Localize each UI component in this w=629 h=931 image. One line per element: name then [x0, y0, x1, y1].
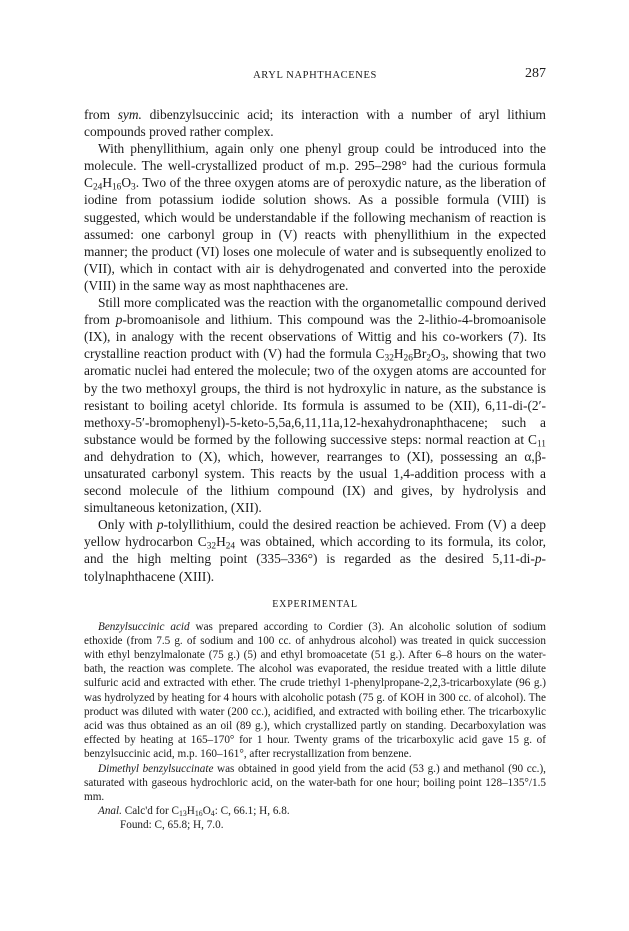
- paragraph: Only with p-tolyllithium, could the desired reaction be achieved. From (V) a deep yellow hydrocarbon $C_{32}H_{24}$ was obtained, which according to its formula, its color, and the high melting point (335–336°) is regarded as the desired 5,11-di-p-tolylnaphthacene (XIII).: [84, 517, 546, 584]
- running-header: [84, 66, 546, 84]
- paragraph: Still more complicated was the reaction with the organometallic compound derived from p-bromoanisole and lithium. This compound was the 2-lithio-4-bromoanisole (IX), in analogy with the recent observations of Wittig and his co-workers (7). Its crystalline reaction product with (V) had the formula $C_{32}H_{26}Br_2O_3$, showing that two aromatic nuclei had entered the molecule; two of the oxygen atoms are accounted for by the two methoxyl groups, the third is not hydroxylic in nature, as the substance is resistant to boiling acetyl chloride. Its formula is assumed to be (XII), 6,11-di-(2′-methoxy-5′-bromophenyl)-5-keto-5,5a,6,11,11a,12-hexahydronaphthacene; such a substance would be formed by the following successive steps: normal reaction at $C_{11}$ and dehydration to (X), which, however, rearranges to (XI), possessing an α,β-unsaturated carbonyl system. This reacts by the usual 1,4-addition process with a second molecule of the lithium compound (IX) and gives, by hydrolysis and simultaneous ketonization, (XII).: [84, 295, 546, 516]
- experimental-text: [84, 620, 546, 833]
- found-line: Found: C, 65.8; H, 7.0.: [120, 819, 224, 832]
- paragraph: Dimethyl benzylsuccinate was obtained in good yield from the acid (53 g.) and methanol (90 cc.), saturated with gaseous hydrochloric acid, on the water-bath for one hour; boiling point 128–135°/1.5 mm.: [84, 762, 546, 804]
- analysis-line: Anal. Calc'd for $C_{13}H_{16}O_4$: C, 66.1; H, 6.8.: [98, 805, 290, 819]
- paragraph: With phenyllithium, again only one phenyl group could be introduced into the molecule. The well-crystallized product of m.p. 295–298° had the curious formula $C_{24}H_{16}O_3$. Two of the three oxygen atoms are of peroxydic nature, as the liberation of iodine from potassium iodide solution shows. As a possible formula (VIII) is suggested, which would be understandable if the following mechanism of reaction is assumed: one carbonyl group in (V) reacts with phenyllithium in the expected manner; the product (VI) loses one molecule of water and is subsequently enolized to (VII), which in contact with air is dehydrogenated and converted into the peroxide (VIII) in the same way as most naphthacenes are.: [84, 141, 546, 293]
- page: [84, 66, 546, 833]
- body-text: [84, 106, 546, 585]
- running-title: ARYL NAPHTHACENES: [253, 70, 377, 81]
- paragraph: from sym. dibenzylsuccinic acid; its interaction with a number of aryl lithium compounds proved rather complex.: [84, 107, 546, 140]
- page-number: 287: [525, 66, 546, 81]
- paragraph: Benzylsuccinic acid was prepared according to Cordier (3). An alcoholic solution of sodium ethoxide (from 7.5 g. of sodium and 100 cc. of anhydrous alcohol) was treated in quick succession with ethyl benzylmalonate (75 g.) (5) and ethyl bromoacetate (51 g.). After 6–8 hours on the water-bath, the reaction was complete. The alcohol was evaporated, the residue treated with a little dilute sulfuric acid and extracted with ether. The crude triethyl 1-phenylpropane-2,2,3-tricarboxylate (96 g.) was hydrolyzed by heating for 4 hours with alcoholic potash (75 g. of KOH in 300 cc. of alcohol). The product was diluted with water (200 cc.), acidified, and extracted with boiling ether. The tricarboxylic acid was thus obtained as an oil (89 g.), which crystallized partly on standing. Decarboxylation was effected by heating at 165–170° for 1 hour. Twenty grams of the tricarboxylic acid gave 15 g. of benzylsuccinic acid, m.p. 160–161°, after recrystallization from benzene.: [84, 620, 546, 761]
- section-heading: EXPERIMENTAL: [272, 598, 358, 610]
